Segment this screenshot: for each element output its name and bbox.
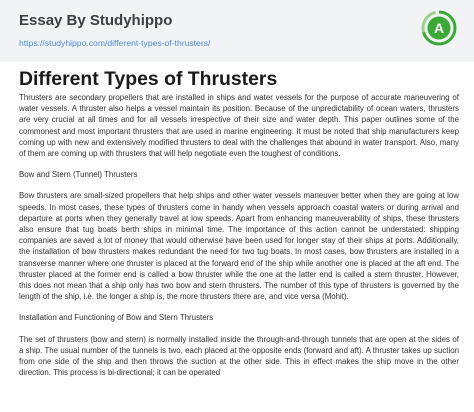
- intro-paragraph: Thrusters are secondary propellers that are installed in ships and water vessels for the purpose of accurate maneuvering of water vessels. A thruster also helps a vessel maintain its position. Because of the unpredictability of ocean waters, thrusters are very crucial at all times and for all vessels irrespective of their size and water depth. This paper outlines some of the commonest and most important thrusters that are used in marine engineering. It must be noted that ship manufacturers keep coming up with new and extensively modified thrusters to deal with the challenges that abound in water transport. Also, many of them are coming up with thrusters that will help negotiate even the toughest of conditions.: [19, 93, 459, 159]
- source-url[interactable]: https://studyhippo.com/different-types-of-thrusters/: [19, 38, 211, 48]
- bow-thrusters-paragraph: Bow thrusters are small-sized propellers that help ships and other water vessels maneuver better when they are going at low speeds. In most cases, these types of thrusters come in handy when vessels approach coastal waters or during arrival and departure at ports when they generally travel at low speeds. Apart from enhancing maneuverability of ships, these thrusters also ensure that tug boats berth ships in minimal time. The importance of this action cannot be understated: shipping companies are saved a lot of money that would otherwise have been used for longer stay of their ships at ports. Additionally, the installation of bow thrusters makes redundant the need for two tug boats. In most cases, bow thrusters are installed in a transverse manner where one thruster is placed at the forward end of the ship while another one is placed at the aft end. The thruster placed at the former end is called a bow thruster while the one at the latter end is called a stern thruster. However, this does not mean that a ship only has two bow and stern thrusters. The number of this type of thrusters is governed by the length of the ship, i.e. the longer a ship is, the more thrusters there are, and vice versa (Mohit).: [19, 191, 459, 302]
- section-heading-installation: Installation and Functioning of Bow and Stern Thrusters: [19, 313, 214, 323]
- installation-paragraph: The set of thrusters (bow and stern) is normally installed inside the through-and-through tunnels that are open at the sides of a ship. The usual number of the tunnels is two, each placed at the opposite ends (forward and aft). A thruster takes up suction from one side of the ship and then throws the suction at the other side. This in effect makes the ship move in the other direction. This process is bi-directional; it can be operated: [19, 334, 459, 378]
- site-header: [0, 0, 474, 62]
- essay-title: Different Types of Thrusters: [19, 68, 278, 90]
- section-heading-bow-stern: Bow and Stern (Tunnel) Thrusters: [19, 170, 138, 180]
- studyhippo-logo-icon[interactable]: [421, 10, 457, 46]
- essay-content: [19, 62, 459, 378]
- logo-letter: A: [433, 20, 445, 36]
- brand-title: Essay By Studyhippo: [19, 12, 173, 29]
